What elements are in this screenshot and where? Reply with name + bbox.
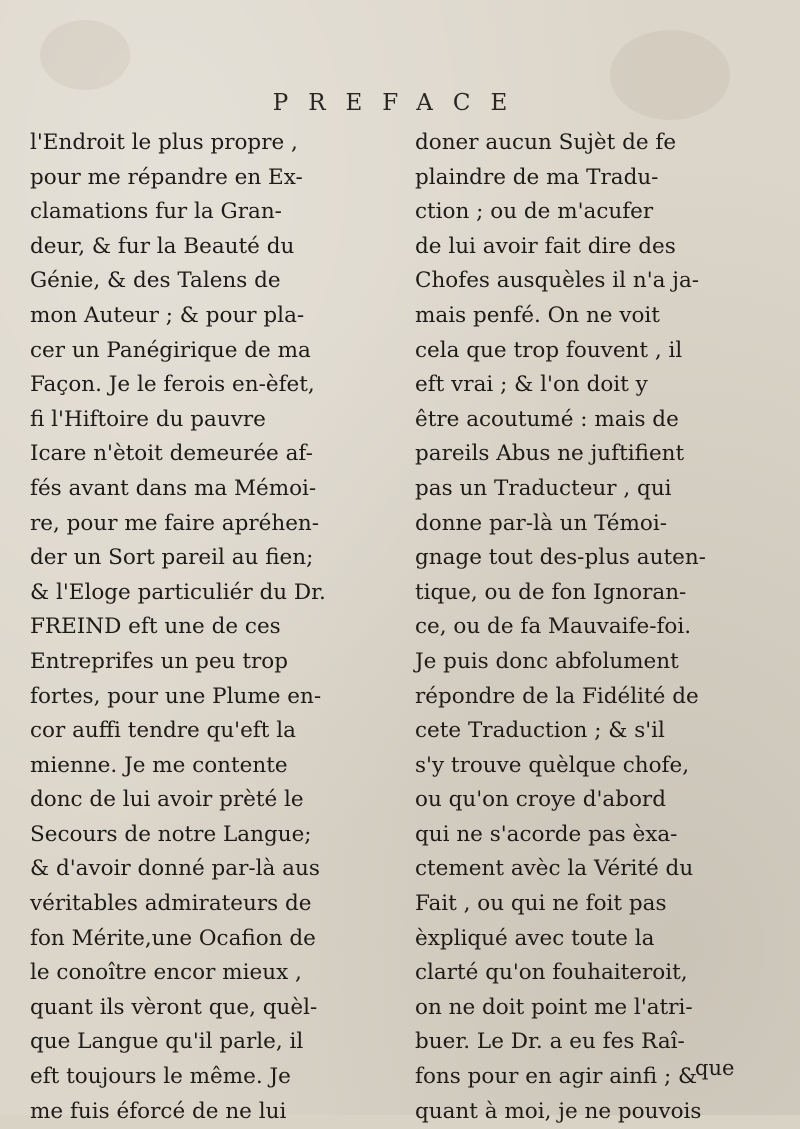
text-line: fons pour en agir ainfi ; &	[415, 1064, 698, 1090]
right-text-column	[415, 126, 777, 1129]
text-line: doner aucun Sujèt de fe	[415, 130, 677, 155]
text-line: cor auffi tendre qu'eft la	[30, 718, 296, 744]
text-line: être acoutumé : mais de	[415, 406, 679, 432]
text-line: cela que trop fouvent , il	[415, 337, 683, 363]
text-line: èxpliqué avec toute la	[415, 925, 655, 951]
text-line: véritables admirateurs de	[30, 891, 312, 917]
text-line: tique, ou de fon Ignoran-	[415, 579, 687, 605]
paper-stain	[40, 20, 130, 90]
text-line: mienne. Je me contente	[30, 752, 288, 778]
text-line: plaindre de ma Tradu-	[415, 164, 659, 190]
text-line: Génie, & des Talens de	[30, 268, 281, 294]
text-line: gnage tout des-plus auten-	[415, 545, 706, 571]
text-line: Secours de notre Langue;	[30, 821, 312, 847]
text-line: me fuis éforcé de ne lui	[30, 1098, 287, 1124]
text-line: deur, & fur la Beauté du	[30, 233, 295, 259]
text-line: cete Traduction ; & s'il	[415, 718, 665, 744]
left-text-column	[30, 126, 392, 1129]
text-line: re, pour me faire apréhen-	[30, 510, 320, 536]
text-line: mon Auteur ; & pour pla-	[30, 302, 305, 328]
text-line: Façon. Je le ferois en-èfet,	[30, 372, 315, 398]
text-line: Fait , ou qui ne foit pas	[415, 891, 667, 917]
text-line: & d'avoir donné par-là aus	[30, 856, 320, 882]
text-line: fon Mérite,une Ocafion de	[30, 925, 316, 951]
text-line: s'y trouve quèlque chofe,	[415, 752, 690, 778]
text-line: Je puis donc abfolument	[415, 648, 679, 674]
text-line: répondre de la Fidélité de	[415, 683, 699, 709]
text-line: pareils Abus ne juftifient	[415, 441, 685, 467]
text-line: pas un Traducteur , qui	[415, 475, 672, 501]
text-line: cer un Panégirique de ma	[30, 337, 311, 363]
catchword: que	[695, 1056, 735, 1080]
text-line: l'Endroit le plus propre ,	[30, 130, 298, 155]
text-line: qui ne s'acorde pas èxa-	[415, 821, 678, 847]
text-line: Chofes ausquèles il n'a ja-	[415, 268, 700, 294]
text-line: quant ils vèront que, quèl-	[30, 994, 318, 1020]
text-line: mais penfé. On ne voit	[415, 302, 660, 328]
text-line: buer. Le Dr. a eu fes Raî-	[415, 1029, 685, 1055]
text-line: eft toujours le même. Je	[30, 1064, 291, 1090]
text-line: ction ; ou de m'acufer	[415, 199, 654, 225]
text-line: pour me répandre en Ex-	[30, 164, 303, 190]
text-line: fortes, pour une Plume en-	[30, 683, 322, 709]
text-line: que Langue qu'il parle, il	[30, 1029, 304, 1055]
text-line: fi l'Hiftoire du pauvre	[30, 406, 266, 432]
text-line: eft vrai ; & l'on doit y	[415, 372, 648, 398]
text-line: donne par-là un Témoi-	[415, 510, 668, 536]
text-line: donc de lui avoir prèté le	[30, 787, 304, 813]
text-line: de lui avoir fait dire des	[415, 233, 676, 259]
text-line: Icare n'ètoit demeurée af-	[30, 441, 313, 467]
text-line: quant à moi, je ne pouvois	[415, 1098, 702, 1124]
text-line: FREIND eft une de ces	[30, 614, 281, 640]
text-line: ctement avèc la Vérité du	[415, 856, 694, 882]
text-line: & l'Eloge particuliér du Dr.	[30, 579, 326, 605]
text-line: on ne doit point me l'atri-	[415, 994, 693, 1020]
text-line: ou qu'on croye d'abord	[415, 787, 666, 813]
text-line: le conoître encor mieux ,	[30, 960, 302, 986]
text-line: der un Sort pareil au fien;	[30, 545, 314, 571]
text-line: fés avant dans ma Mémoi-	[30, 475, 317, 501]
running-title: PREFACE	[272, 90, 528, 116]
text-line: ce, ou de fa Mauvaife-foi.	[415, 614, 692, 640]
text-line: clamations fur la Gran-	[30, 199, 282, 225]
text-line: Entreprifes un peu trop	[30, 648, 288, 674]
text-line: clarté qu'on fouhaiteroit,	[415, 960, 688, 986]
